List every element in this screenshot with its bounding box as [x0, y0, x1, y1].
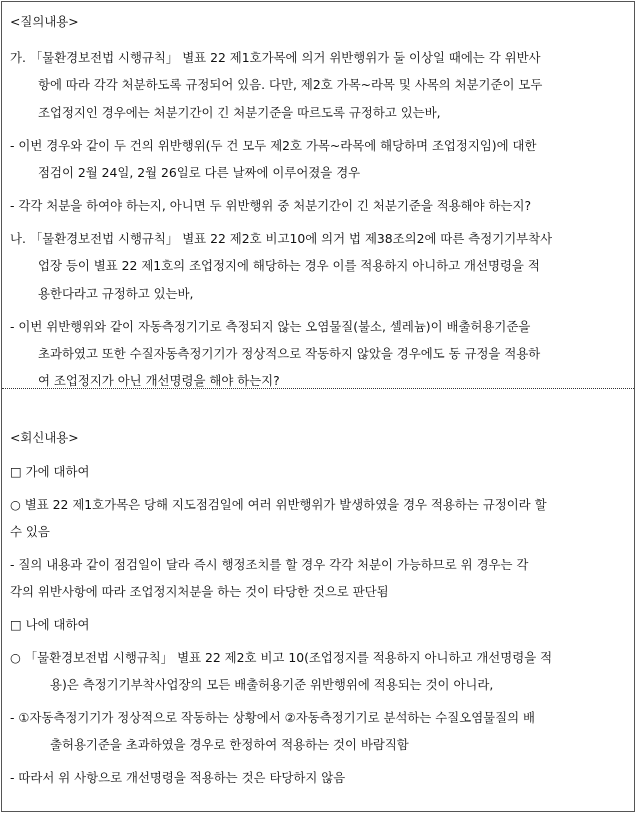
question-item-dash3-line-3: 여 조업정지가 아닌 개선명령을 해야 하는지?: [38, 373, 280, 388]
answer-item-circle1-line-2: 수 있음: [10, 524, 50, 539]
question-heading: <질의내용>: [10, 14, 79, 29]
question-item-dash3-line-2: 초과하였고 또한 수질자동측정기기가 정상적으로 작동하지 않았을 경우에도 동 규정을 적용하: [38, 346, 541, 361]
question-section: [2, 2, 634, 388]
question-item-dash3-line-1: - 이번 위반행위와 같이 자동측정기기로 측정되지 않는 오염물질(불소, 셀레늄)이 배출허용기준을: [10, 319, 531, 334]
question-item-dash1-line-1: - 이번 경우와 같이 두 건의 위반행위(두 건 모두 제2호 가목~라목에 해당하며 조업정지임)에 대한: [10, 138, 537, 153]
answer-item-na-heading: □ 나에 대하여: [10, 617, 90, 632]
answer-section: [2, 388, 634, 813]
answer-item-dash2-line-2: 출허용기준을 초과하였을 경우로 한정하여 적용하는 것이 바람직함: [50, 737, 409, 752]
question-item-ga-line-1: 가. 「물환경보전법 시행규칙」 별표 22 제1호가목에 의거 위반행위가 둘 이상일 때에는 각 위반사: [10, 50, 541, 65]
answer-item-ga-heading: □ 가에 대하여: [10, 464, 90, 479]
question-item-ga-line-3: 조업정지인 경우에는 처분기간이 긴 처분기준을 따르도록 규정하고 있는바,: [38, 105, 441, 120]
answer-heading: <회신내용>: [10, 430, 79, 445]
question-item-dash1-line-2: 점검이 2월 24일, 2월 26일로 다른 날짜에 이루어졌을 경우: [38, 165, 361, 180]
document-frame: [1, 1, 635, 812]
question-item-ga-line-2: 항에 따라 각각 처분하도록 규정되어 있음. 다만, 제2호 가목~라목 및 사목의 처분기준이 모두: [38, 77, 543, 92]
answer-item-circle2-line-1: ○ 「물환경보전법 시행규칙」 별표 22 제2호 비고 10(조업정지를 적용하지 아니하고 개선명령을 적: [10, 650, 553, 665]
answer-item-dash1-line-2: 각의 위반사항에 따라 조업정지처분을 하는 것이 타당한 것으로 판단됨: [10, 584, 389, 599]
answer-item-dash1-line-1: - 질의 내용과 같이 점검일이 달라 즉시 행정조치를 할 경우 각각 처분이 가능하므로 위 경우는 각: [10, 557, 529, 572]
answer-item-dash2-line-1: - ①자동측정기기가 정상적으로 작동하는 상황에서 ②자동측정기기로 분석하는 수질오염물질의 배: [10, 710, 535, 725]
answer-item-circle1-line-1: ○ 별표 22 제1호가목은 당해 지도점검일에 여러 위반행위가 발생하였을 경우 적용하는 규정이라 할: [10, 497, 547, 512]
question-item-na-line-2: 업장 등이 별표 22 제1호의 조업정지에 해당하는 경우 이를 적용하지 아니하고 개선명령을 적: [38, 258, 540, 273]
question-item-dash2-line-1: - 각각 처분을 하여야 하는지, 아니면 두 위반행위 중 처분기간이 긴 처분기준을 적용해야 하는지?: [10, 198, 532, 213]
question-item-na-line-3: 용한다라고 규정하고 있는바,: [38, 286, 194, 301]
answer-item-circle2-line-2: 용)은 측정기기부착사업장의 모든 배출허용기준 위반행위에 적용되는 것이 아니라,: [50, 677, 494, 692]
question-item-na-line-1: 나. 「물환경보전법 시행규칙」 별표 22 제2호 비고10에 의거 법 제38조의2에 따른 측정기기부착사: [10, 231, 553, 246]
answer-item-dash3-line-1: - 따라서 위 사항으로 개선명령을 적용하는 것은 타당하지 않음: [10, 770, 346, 785]
